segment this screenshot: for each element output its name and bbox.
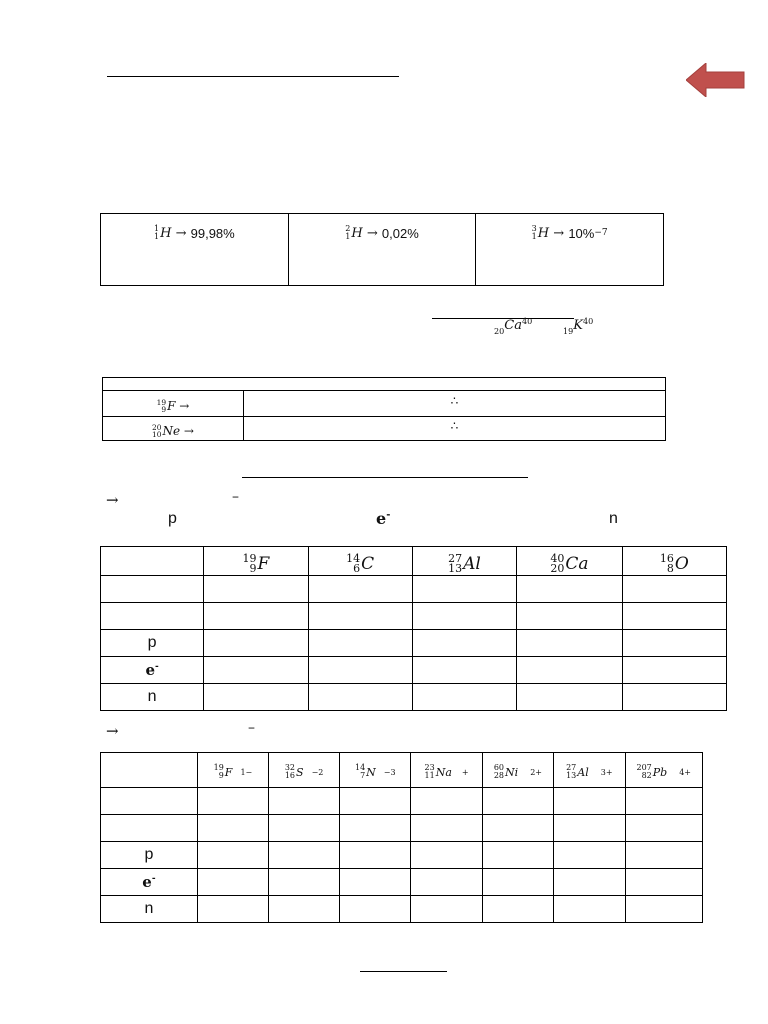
left-arrow-icon[interactable] (686, 63, 746, 97)
electron-table-header (103, 378, 666, 391)
table-row (101, 656, 727, 683)
column-header: 23 11 Na + (411, 753, 482, 788)
exercise-1-arrow: → (106, 491, 119, 509)
column-header: 14 6 C (308, 547, 412, 576)
table-row (101, 629, 727, 656)
row-label-p: p (101, 842, 198, 869)
header-blank (101, 547, 204, 576)
column-header: 207 82 Pb 4+ (625, 753, 703, 788)
exercise-2-table (100, 752, 703, 923)
isobar-ca: $_{20}Ca^{40}$ (494, 317, 533, 336)
column-header: 16 8 O (622, 547, 726, 576)
column-header: 32 16 S −2 (269, 753, 340, 788)
row-label-e: e- (101, 656, 204, 683)
value-cell: ∴ (244, 417, 666, 441)
legend-n: n (609, 510, 618, 527)
title-underline (107, 76, 399, 77)
footer-underline (360, 971, 447, 972)
electron-table (102, 377, 666, 441)
legend-p: p (168, 510, 177, 527)
table-row (101, 896, 703, 923)
row-label-p: p (101, 629, 204, 656)
exercise-2-dash: – (248, 720, 255, 736)
table-row (101, 575, 727, 602)
column-header: 60 28 Ni 2+ (482, 753, 553, 788)
isotope-cell: 3 1 H → 10% −7 (476, 214, 664, 286)
table-row (101, 815, 703, 842)
table-row (101, 602, 727, 629)
row-label-n: n (101, 896, 198, 923)
exercise-1-dash: – (232, 489, 239, 505)
column-header: 19 9 F (204, 547, 308, 576)
table-row (101, 842, 703, 869)
column-header: 40 20 Ca (517, 547, 622, 576)
table-row (101, 788, 703, 815)
value-cell: ∴ (244, 391, 666, 417)
element-cell: 19 9 F → (103, 391, 244, 417)
table-row (101, 869, 703, 896)
row-label-e: e- (101, 869, 198, 896)
isotope-cell: 2 1 H → 0,02% (288, 214, 476, 286)
header-blank (101, 753, 198, 788)
column-header: 14 7 N −3 (340, 753, 411, 788)
element-cell: 20 10 Ne → (103, 417, 244, 441)
exercise-1-table (100, 546, 727, 711)
column-header: 19 9 F 1− (197, 753, 268, 788)
table-row (101, 683, 727, 710)
isobar-k: $_{19}K^{40}$ (563, 317, 594, 336)
legend-e: e- (376, 509, 391, 528)
hydrogen-isotopes-table (100, 213, 664, 286)
exercise-2-arrow: → (106, 722, 119, 740)
section-underline (242, 477, 528, 478)
column-header: 27 13 Al (412, 547, 516, 576)
column-header: 27 13 Al 3+ (554, 753, 625, 788)
isotope-cell: 1 1 H → 99,98% (101, 214, 289, 286)
row-label-n: n (101, 683, 204, 710)
